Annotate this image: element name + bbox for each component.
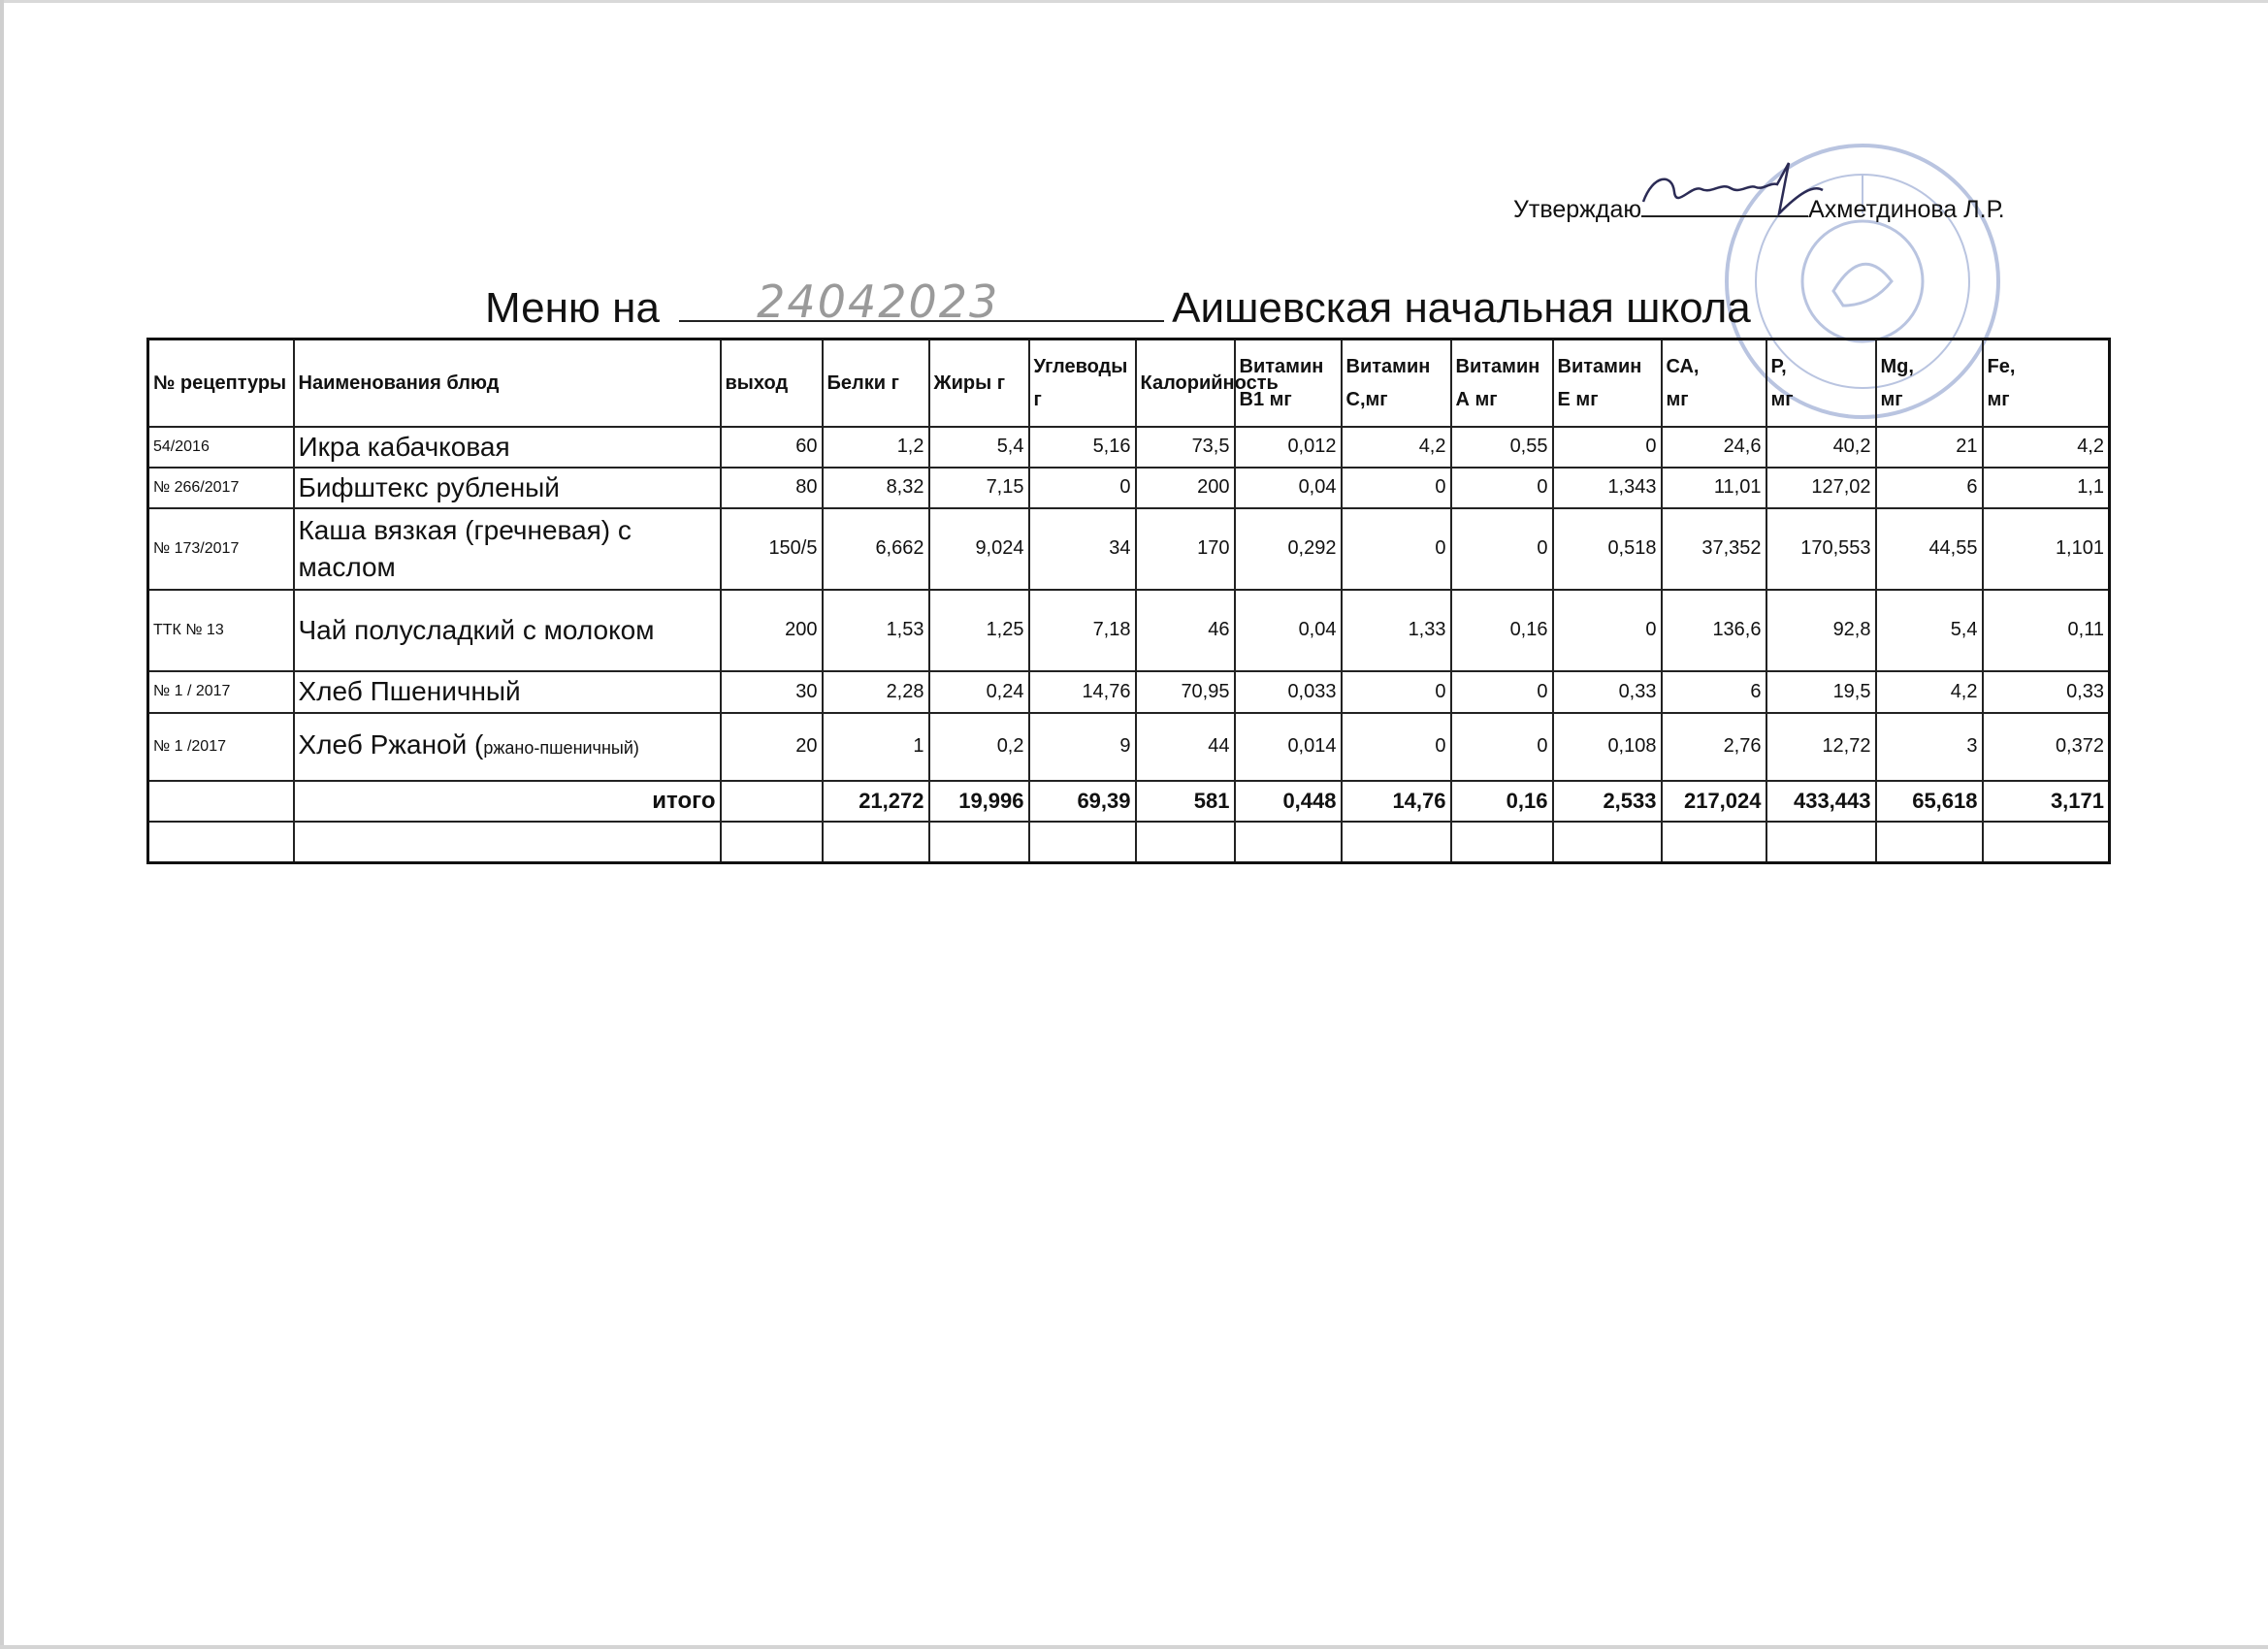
fat-cell: 5,4 — [929, 427, 1029, 468]
header-magnesium: Mg, мг — [1876, 340, 1983, 427]
total-iron-cell: 3,171 — [1983, 781, 2110, 822]
total-vitamin-a-cell: 0,16 — [1451, 781, 1553, 822]
vitamin-b1-cell: 0,04 — [1235, 590, 1342, 671]
iron-cell: 0,33 — [1983, 671, 2110, 713]
magnesium-cell: 21 — [1876, 427, 1983, 468]
vitamin-e-cell: 0,518 — [1553, 508, 1662, 590]
table-row — [148, 590, 2110, 671]
fat-cell: 1,25 — [929, 590, 1029, 671]
header-vitamin-e: Витамин Е мг — [1553, 340, 1662, 427]
dish-name-note: ржано-пшеничный) — [483, 738, 639, 758]
phosphorus-cell: 127,02 — [1766, 468, 1876, 508]
empty-cell — [721, 822, 823, 863]
fat-cell: 0,2 — [929, 713, 1029, 781]
total-vitamin-b1-cell: 0,448 — [1235, 781, 1342, 822]
magnesium-cell: 4,2 — [1876, 671, 1983, 713]
total-fat-cell: 19,996 — [929, 781, 1029, 822]
total-row — [148, 781, 2110, 822]
vitamin-c-cell: 4,2 — [1342, 427, 1451, 468]
magnesium-cell: 5,4 — [1876, 590, 1983, 671]
date-field — [679, 275, 1164, 328]
header-vitamin-b1: Витамин В1 мг — [1235, 340, 1342, 427]
total-vitamin-c-cell: 14,76 — [1342, 781, 1451, 822]
vitamin-e-cell: 0 — [1553, 427, 1662, 468]
header-fat: Жиры г — [929, 340, 1029, 427]
calcium-cell: 37,352 — [1662, 508, 1766, 590]
protein-cell: 6,662 — [823, 508, 929, 590]
recipe-cell: ТТК № 13 — [148, 590, 294, 671]
fat-cell: 7,15 — [929, 468, 1029, 508]
header-carbs: Углеводы г — [1029, 340, 1136, 427]
header-calories: Калорийность — [1136, 340, 1235, 427]
empty-cell — [148, 822, 294, 863]
dish-name-cell: Икра кабачковая — [294, 427, 721, 468]
recipe-cell: № 173/2017 — [148, 508, 294, 590]
dish-name-cell: Каша вязкая (гречневая) с маслом — [294, 508, 721, 590]
header-iron: Fe, мг — [1983, 340, 2110, 427]
vitamin-c-cell: 1,33 — [1342, 590, 1451, 671]
page-edge-left — [0, 0, 4, 1649]
output-cell: 200 — [721, 590, 823, 671]
calories-cell: 44 — [1136, 713, 1235, 781]
recipe-cell: № 1 /2017 — [148, 713, 294, 781]
empty-cell — [1136, 822, 1235, 863]
header-recipe: № рецептуры — [148, 340, 294, 427]
empty-cell — [929, 822, 1029, 863]
approval-line — [1513, 192, 2005, 224]
total-magnesium-cell: 65,618 — [1876, 781, 1983, 822]
output-cell: 30 — [721, 671, 823, 713]
header-output: выход — [721, 340, 823, 427]
phosphorus-cell: 92,8 — [1766, 590, 1876, 671]
title-prefix: Меню на — [485, 284, 660, 332]
total-carbs-cell: 69,39 — [1029, 781, 1136, 822]
signature-mark — [1634, 155, 1828, 223]
vitamin-e-cell: 0,108 — [1553, 713, 1662, 781]
carbs-cell: 5,16 — [1029, 427, 1136, 468]
output-cell: 150/5 — [721, 508, 823, 590]
dish-name-cell — [294, 713, 721, 781]
empty-cell — [1029, 822, 1136, 863]
output-cell: 20 — [721, 713, 823, 781]
header-vitamin-a: Витамин А мг — [1451, 340, 1553, 427]
vitamin-a-cell: 0 — [1451, 713, 1553, 781]
dish-name-cell: Бифштекс рубленый — [294, 468, 721, 508]
recipe-cell: 54/2016 — [148, 427, 294, 468]
calories-cell: 46 — [1136, 590, 1235, 671]
table-header-row — [148, 340, 2110, 427]
protein-cell: 1,53 — [823, 590, 929, 671]
dish-name-cell: Хлеб Пшеничный — [294, 671, 721, 713]
vitamin-b1-cell: 0,292 — [1235, 508, 1342, 590]
calcium-cell: 6 — [1662, 671, 1766, 713]
vitamin-e-cell: 1,343 — [1553, 468, 1662, 508]
iron-cell: 4,2 — [1983, 427, 2110, 468]
phosphorus-cell: 40,2 — [1766, 427, 1876, 468]
total-empty-cell — [148, 781, 294, 822]
total-calcium-cell: 217,024 — [1662, 781, 1766, 822]
iron-cell: 1,1 — [1983, 468, 2110, 508]
vitamin-a-cell: 0,16 — [1451, 590, 1553, 671]
vitamin-a-cell: 0 — [1451, 468, 1553, 508]
carbs-cell: 34 — [1029, 508, 1136, 590]
protein-cell: 1 — [823, 713, 929, 781]
phosphorus-cell: 170,553 — [1766, 508, 1876, 590]
empty-cell — [1451, 822, 1553, 863]
page-edge-bottom — [0, 1645, 2268, 1649]
phosphorus-cell: 12,72 — [1766, 713, 1876, 781]
recipe-cell: № 1 / 2017 — [148, 671, 294, 713]
vitamin-b1-cell: 0,033 — [1235, 671, 1342, 713]
output-cell: 80 — [721, 468, 823, 508]
total-label: итого — [294, 781, 721, 822]
carbs-cell: 9 — [1029, 713, 1136, 781]
fat-cell: 0,24 — [929, 671, 1029, 713]
approver-name: Ахметдинова Л.Р. — [1808, 196, 2005, 223]
vitamin-c-cell: 0 — [1342, 468, 1451, 508]
protein-cell: 2,28 — [823, 671, 929, 713]
iron-cell: 1,101 — [1983, 508, 2110, 590]
calcium-cell: 2,76 — [1662, 713, 1766, 781]
header-calcium: СА, мг — [1662, 340, 1766, 427]
carbs-cell: 0 — [1029, 468, 1136, 508]
calories-cell: 70,95 — [1136, 671, 1235, 713]
empty-cell — [1983, 822, 2110, 863]
magnesium-cell: 44,55 — [1876, 508, 1983, 590]
calcium-cell: 11,01 — [1662, 468, 1766, 508]
calories-cell: 170 — [1136, 508, 1235, 590]
total-calories-cell: 581 — [1136, 781, 1235, 822]
table-row — [148, 468, 2110, 508]
vitamin-c-cell: 0 — [1342, 671, 1451, 713]
empty-cell — [1766, 822, 1876, 863]
calcium-cell: 136,6 — [1662, 590, 1766, 671]
protein-cell: 1,2 — [823, 427, 929, 468]
total-phosphorus-cell: 433,443 — [1766, 781, 1876, 822]
empty-cell — [1342, 822, 1451, 863]
vitamin-a-cell: 0 — [1451, 671, 1553, 713]
total-vitamin-e-cell: 2,533 — [1553, 781, 1662, 822]
calcium-cell: 24,6 — [1662, 427, 1766, 468]
table-row — [148, 427, 2110, 468]
signature-line — [1641, 192, 1808, 217]
empty-cell — [294, 822, 721, 863]
vitamin-a-cell: 0,55 — [1451, 427, 1553, 468]
header-phosphorus: Р, мг — [1766, 340, 1876, 427]
header-protein: Белки г — [823, 340, 929, 427]
header-dish-name: Наименования блюд — [294, 340, 721, 427]
school-name: Аишевская начальная школа — [1172, 284, 1751, 332]
carbs-cell: 14,76 — [1029, 671, 1136, 713]
total-output-cell — [721, 781, 823, 822]
iron-cell: 0,11 — [1983, 590, 2110, 671]
output-cell: 60 — [721, 427, 823, 468]
empty-cell — [823, 822, 929, 863]
phosphorus-cell: 19,5 — [1766, 671, 1876, 713]
iron-cell: 0,372 — [1983, 713, 2110, 781]
recipe-cell: № 266/2017 — [148, 468, 294, 508]
vitamin-b1-cell: 0,04 — [1235, 468, 1342, 508]
dish-name-text: Хлеб Ржаной ( — [298, 729, 484, 760]
empty-cell — [1662, 822, 1766, 863]
fat-cell: 9,024 — [929, 508, 1029, 590]
table-row — [148, 671, 2110, 713]
menu-date: 24042023 — [757, 275, 1000, 328]
vitamin-e-cell: 0,33 — [1553, 671, 1662, 713]
vitamin-e-cell: 0 — [1553, 590, 1662, 671]
header-vitamin-c: Витамин С,мг — [1342, 340, 1451, 427]
vitamin-a-cell: 0 — [1451, 508, 1553, 590]
magnesium-cell: 3 — [1876, 713, 1983, 781]
calories-cell: 73,5 — [1136, 427, 1235, 468]
calories-cell: 200 — [1136, 468, 1235, 508]
table-row — [148, 508, 2110, 590]
empty-cell — [1876, 822, 1983, 863]
page-title — [485, 275, 1751, 333]
vitamin-c-cell: 0 — [1342, 713, 1451, 781]
vitamin-c-cell: 0 — [1342, 508, 1451, 590]
carbs-cell: 7,18 — [1029, 590, 1136, 671]
protein-cell: 8,32 — [823, 468, 929, 508]
empty-row — [148, 822, 2110, 863]
approval-prefix: Утверждаю — [1513, 196, 1642, 223]
magnesium-cell: 6 — [1876, 468, 1983, 508]
vitamin-b1-cell: 0,014 — [1235, 713, 1342, 781]
page-edge-top — [0, 0, 2268, 3]
table-row — [148, 713, 2110, 781]
total-protein-cell: 21,272 — [823, 781, 929, 822]
empty-cell — [1235, 822, 1342, 863]
menu-table — [146, 338, 2111, 864]
dish-name-cell: Чай полусладкий с молоком — [294, 590, 721, 671]
empty-cell — [1553, 822, 1662, 863]
vitamin-b1-cell: 0,012 — [1235, 427, 1342, 468]
